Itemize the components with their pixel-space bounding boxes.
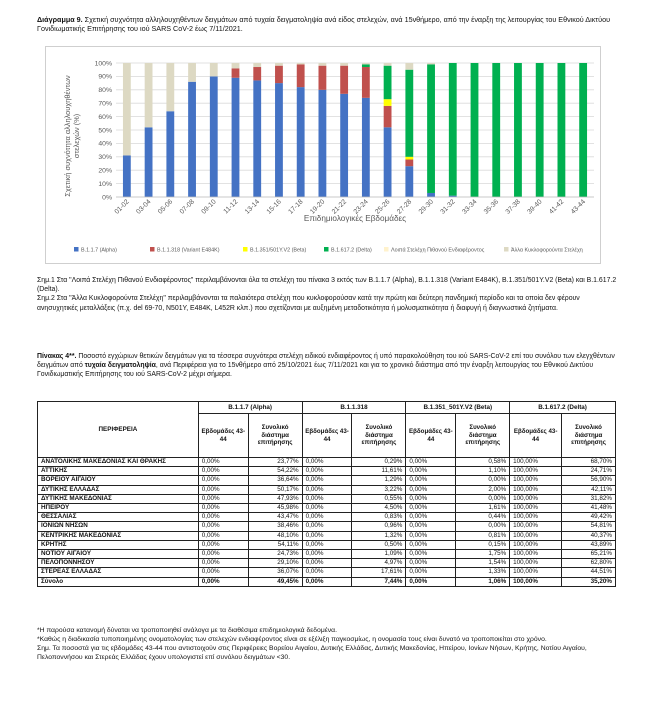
bar-segment <box>492 63 500 197</box>
value-cell: 65,21% <box>562 550 616 559</box>
bar-segment <box>427 63 435 64</box>
value-cell: 31,82% <box>562 494 616 503</box>
footnotes <box>37 626 617 662</box>
value-cell: 0,00% <box>198 476 248 485</box>
legend-label: B.1.1.318 (Variant E484K) <box>157 247 220 254</box>
value-cell: 0,00% <box>456 476 510 485</box>
bar-segment <box>232 68 240 77</box>
bar-segment <box>253 63 261 67</box>
table-caption-text-1: Ποσοστό εγχώριων θετικών δειγμάτων για τα τέσσερα συχνότερα στελέχη ειδικού ενδιαφέροντος ή υπό παρακολούθηση του ιού SARS-CoV-2 επί του συνόλου των ελεγχθέντων δειγμάτων από <box>37 353 615 370</box>
region-header: ΠΕΡΙΦΕΡΕΙΑ <box>38 402 199 458</box>
x-tick-label: 23-24 <box>352 198 370 216</box>
bar-segment <box>145 127 153 197</box>
value-cell: 0,00% <box>198 522 248 531</box>
value-cell: 0,00% <box>302 531 352 540</box>
value-cell: 54,11% <box>248 540 302 549</box>
x-tick-label: 31-32 <box>439 198 457 216</box>
value-cell: 0,00% <box>406 531 456 540</box>
value-cell: 100,00% <box>510 458 562 467</box>
x-tick-label: 11-12 <box>222 198 240 216</box>
legend-swatch <box>504 247 509 252</box>
value-cell: 0,00% <box>302 540 352 549</box>
region-cell: ΝΟΤΙΟΥ ΑΙΓΑΙΟΥ <box>38 550 199 559</box>
value-cell: 0,15% <box>456 540 510 549</box>
value-cell: 0,29% <box>352 458 406 467</box>
region-cell: ΠΕΛΟΠΟΝΝΗΣΟΥ <box>38 559 199 568</box>
x-tick-label: 07-08 <box>178 198 196 216</box>
bar-segment <box>166 111 174 197</box>
bar-segment <box>405 63 413 70</box>
bar-segment <box>427 64 435 193</box>
value-cell: 2,00% <box>456 485 510 494</box>
bar-segment <box>362 67 370 98</box>
value-cell: 1,32% <box>352 531 406 540</box>
table-row <box>38 458 616 467</box>
value-cell: 45,98% <box>248 504 302 513</box>
x-tick-label: 35-36 <box>482 198 501 216</box>
stacked-bar-chart <box>45 46 601 264</box>
value-cell: 0,96% <box>352 522 406 531</box>
value-cell: 36,64% <box>248 476 302 485</box>
x-tick-label: 29-30 <box>417 198 435 216</box>
bar-segment <box>362 63 370 64</box>
value-cell: 24,73% <box>248 550 302 559</box>
value-cell: 1,09% <box>352 550 406 559</box>
x-tick-label: 09-10 <box>200 198 218 216</box>
sub-header-weeks: Εβδομάδες 43-44 <box>510 414 562 458</box>
group-header-alpha: B.1.1.7 (Alpha) <box>198 402 302 414</box>
footnote: *Η παρούσα κατανομή δύναται να τροποποιηθεί ανάλογα με τα διαθέσιμα επιδημιολογικά δεδομένα. <box>37 627 338 634</box>
value-cell: 0,00% <box>406 522 456 531</box>
value-cell: 0,00% <box>198 559 248 568</box>
sub-header-total: Συνολικό διάστημα επιτήρησης <box>562 414 616 458</box>
y-tick-label: 80% <box>98 87 112 95</box>
value-cell: 0,00% <box>302 522 352 531</box>
y-tick-label: 30% <box>98 154 112 162</box>
bar-segment <box>275 66 283 83</box>
bar-segment <box>145 63 153 127</box>
bar-segment <box>384 106 392 127</box>
value-cell: 0,00% <box>302 559 352 568</box>
footnote: *Καθώς η διαδικασία τυποποιημένης ονοματολογίας των στελεχών ενδιαφέροντος είναι σε εξέλιξη παγκοσμίως, η ονομασία τους είναι δυνατό να τροποποιείται στο χρόνο. <box>37 636 547 643</box>
bar-segment <box>188 82 196 197</box>
table-row <box>38 467 616 476</box>
value-cell: 0,00% <box>406 577 456 586</box>
value-cell: 0,00% <box>302 568 352 577</box>
group-header-delta: B.1.617.2 (Delta) <box>510 402 616 414</box>
bar-segment <box>579 63 587 197</box>
legend-swatch <box>150 247 155 252</box>
region-cell: ΑΝΑΤΟΛΙΚΗΣ ΜΑΚΕΔΟΝΙΑΣ ΚΑΙ ΘΡΑΚΗΣ <box>38 458 199 467</box>
footnote: Σημ. Τα ποσοστά για τις εβδομάδες 43-44 που αντιστοιχούν στις Περιφέρειες Βορείου Αιγαίου, Δυτικής Ελλάδας, Δυτικής Μακεδονίας, Ηπείρου, Ιονίων Νήσων, Κρήτης, Νοτίου Αιγαίου, Πελοποννήσου και Στερεάς Ελλάδας έχουν υπολογιστεί επί συνόλου δειγμάτων <30. <box>37 645 587 661</box>
value-cell: 100,00% <box>510 540 562 549</box>
table-body <box>38 458 616 587</box>
sub-header-weeks: Εβδομάδες 43-44 <box>198 414 248 458</box>
region-cell: ΔΥΤΙΚΗΣ ΕΛΛΑΔΑΣ <box>38 485 199 494</box>
value-cell: 0,00% <box>302 504 352 513</box>
bar-segment <box>362 98 370 197</box>
legend-swatch <box>74 247 79 252</box>
sub-header-weeks: Εβδομάδες 43-44 <box>302 414 352 458</box>
value-cell: 0,00% <box>406 485 456 494</box>
y-tick-label: 10% <box>98 180 112 188</box>
value-cell: 40,37% <box>562 531 616 540</box>
value-cell: 100,00% <box>510 513 562 522</box>
bar-segment <box>275 63 283 66</box>
value-cell: 4,50% <box>352 504 406 513</box>
value-cell: 0,00% <box>198 577 248 586</box>
group-header-beta: B.1.351_501Y.V2 (Beta) <box>406 402 510 414</box>
x-tick-label: 39-40 <box>526 198 544 216</box>
value-cell: 7,44% <box>352 577 406 586</box>
value-cell: 23,77% <box>248 458 302 467</box>
value-cell: 100,00% <box>510 494 562 503</box>
x-tick-label: 19-20 <box>309 198 327 216</box>
value-cell: 17,61% <box>352 568 406 577</box>
value-cell: 42,11% <box>562 485 616 494</box>
value-cell: 11,61% <box>352 467 406 476</box>
table-row <box>38 531 616 540</box>
y-tick-label: 70% <box>98 100 112 108</box>
value-cell: 0,00% <box>198 540 248 549</box>
bar-segment <box>427 193 435 197</box>
bar-segment <box>384 99 392 106</box>
value-cell: 68,70% <box>562 458 616 467</box>
region-cell: ΘΕΣΣΑΛΙΑΣ <box>38 513 199 522</box>
value-cell: 44,51% <box>562 568 616 577</box>
value-cell: 0,00% <box>456 494 510 503</box>
x-tick-label: 17-18 <box>287 198 305 216</box>
value-cell: 0,00% <box>198 485 248 494</box>
value-cell: 0,00% <box>198 504 248 513</box>
table-caption-bold: τυχαία δειγματοληψία <box>84 362 156 370</box>
x-tick-label: 41-42 <box>548 198 566 216</box>
legend-label: B.1.617.2 (Delta) <box>331 247 372 254</box>
bar-segment <box>253 80 261 197</box>
value-cell: 38,46% <box>248 522 302 531</box>
value-cell: 0,00% <box>198 568 248 577</box>
bar-segment <box>340 63 348 66</box>
x-tick-label: 03-04 <box>135 198 153 216</box>
x-tick-label: 27-28 <box>395 198 414 216</box>
region-cell: ΚΡΗΤΗΣ <box>38 540 199 549</box>
value-cell: 4,97% <box>352 559 406 568</box>
bar-segment <box>405 157 413 160</box>
value-cell: 0,00% <box>456 522 510 531</box>
x-tick-label: 05-06 <box>156 198 175 216</box>
value-cell: 35,20% <box>562 577 616 586</box>
legend-label: Λοιπά Στελέχη Πιθανού Ενδιαφέροντος <box>391 247 485 254</box>
bar-segment <box>405 166 413 197</box>
y-axis-title <box>63 75 81 197</box>
x-tick-label: 21-22 <box>330 198 349 216</box>
bar-segment <box>557 63 565 197</box>
bar-segment <box>340 66 348 94</box>
bar-segment <box>384 63 392 66</box>
value-cell: 43,47% <box>248 513 302 522</box>
value-cell: 0,00% <box>406 476 456 485</box>
value-cell: 0,00% <box>406 467 456 476</box>
value-cell: 0,00% <box>406 540 456 549</box>
sub-header-total: Συνολικό διάστημα επιτήρησης <box>456 414 510 458</box>
value-cell: 0,50% <box>352 540 406 549</box>
region-cell: ΚΕΝΤΡΙΚΗΣ ΜΑΚΕΔΟΝΙΑΣ <box>38 531 199 540</box>
chart-svg <box>46 47 602 265</box>
regions-table <box>37 401 616 587</box>
table-row <box>38 494 616 503</box>
value-cell: 50,17% <box>248 485 302 494</box>
value-cell: 0,58% <box>456 458 510 467</box>
table-row <box>38 540 616 549</box>
bar-segment <box>471 63 479 197</box>
region-cell: ΔΥΤΙΚΗΣ ΜΑΚΕΔΟΝΙΑΣ <box>38 494 199 503</box>
bar-segment <box>253 67 261 80</box>
value-cell: 100,00% <box>510 476 562 485</box>
value-cell: 0,81% <box>456 531 510 540</box>
y-tick-label: 40% <box>98 140 112 148</box>
value-cell: 0,00% <box>198 531 248 540</box>
value-cell: 100,00% <box>510 504 562 513</box>
value-cell: 43,89% <box>562 540 616 549</box>
value-cell: 100,00% <box>510 577 562 586</box>
value-cell: 1,33% <box>456 568 510 577</box>
bar-segment <box>210 76 218 197</box>
bar-segment <box>275 83 283 197</box>
value-cell: 49,45% <box>248 577 302 586</box>
bar-segment <box>362 64 370 67</box>
value-cell: 0,44% <box>456 513 510 522</box>
value-cell: 24,71% <box>562 467 616 476</box>
value-cell: 100,00% <box>510 559 562 568</box>
table-row <box>38 485 616 494</box>
bar-segment <box>405 159 413 166</box>
legend-label: Άλλα Κυκλοφορούντα Στελέχη <box>511 247 583 254</box>
x-tick-label: 43-44 <box>569 198 588 216</box>
value-cell: 0,00% <box>406 494 456 503</box>
value-cell: 1,06% <box>456 577 510 586</box>
x-tick-label: 37-38 <box>504 198 522 216</box>
value-cell: 0,00% <box>406 513 456 522</box>
value-cell: 0,00% <box>198 467 248 476</box>
value-cell: 0,00% <box>302 494 352 503</box>
value-cell: 0,00% <box>406 559 456 568</box>
x-tick-label: 01-02 <box>113 198 131 216</box>
value-cell: 56,90% <box>562 476 616 485</box>
y-tick-label: 20% <box>98 167 112 175</box>
value-cell: 0,00% <box>198 458 248 467</box>
table-row <box>38 550 616 559</box>
value-cell: 54,22% <box>248 467 302 476</box>
table-row <box>38 476 616 485</box>
value-cell: 1,10% <box>456 467 510 476</box>
legend-label: B.1.351/501Y.V2 (Beta) <box>250 247 307 254</box>
bar-segment <box>210 63 218 76</box>
value-cell: 0,00% <box>302 513 352 522</box>
value-cell: 0,00% <box>198 494 248 503</box>
bar-segment <box>232 78 240 197</box>
value-cell: 0,00% <box>406 550 456 559</box>
value-cell: 47,93% <box>248 494 302 503</box>
table-row <box>38 513 616 522</box>
value-cell: 1,29% <box>352 476 406 485</box>
group-header-b11318: B.1.1.318 <box>302 402 406 414</box>
value-cell: 0,83% <box>352 513 406 522</box>
region-cell: ΑΤΤΙΚΗΣ <box>38 467 199 476</box>
region-cell: ΒΟΡΕΙΟΥ ΑΙΓΑΙΟΥ <box>38 476 199 485</box>
y-axis-title-line: Σχετική συχνότητα αλληλουχηθέντων <box>63 75 72 197</box>
figure-caption-text: Σχετική συχνότητα αλληλουχηθέντων δειγμάτων από τυχαία δειγματοληψία ανά είδος στελεχών, ανά 15νθήμερο, από την έναρξη της λειτουργίας του Εθνικού Δικτύου Γονιδιωματικής Επιτήρησης του ιού SARS CoV-2 έως 7/11/2021. <box>37 15 610 34</box>
figure-caption-label: Διάγραμμα 9. <box>37 15 83 24</box>
value-cell: 0,00% <box>302 476 352 485</box>
region-cell: ΙΟΝΙΩΝ ΝΗΣΩΝ <box>38 522 199 531</box>
table-row <box>38 522 616 531</box>
y-tick-label: 0% <box>102 194 112 202</box>
value-cell: 100,00% <box>510 568 562 577</box>
table-row <box>38 559 616 568</box>
value-cell: 29,10% <box>248 559 302 568</box>
value-cell: 48,10% <box>248 531 302 540</box>
legend-label: B.1.1.7 (Alpha) <box>81 247 117 254</box>
figure-caption <box>37 15 612 33</box>
value-cell: 49,42% <box>562 513 616 522</box>
value-cell: 1,75% <box>456 550 510 559</box>
bar-segment <box>318 90 326 197</box>
table-caption-text-2: , ανά Περιφέρεια για το 15νθήμερο από 25/10/2021 έως 7/11/2021 και για το χρονικό διάστημα από την έναρξη λειτουργίας του Εθνικού Δικτύου Γονιδιωματικής Επιτήρησης του ιού SARS-CoV-2 μέχρι σήμερα. <box>37 362 594 379</box>
value-cell: 100,00% <box>510 531 562 540</box>
x-tick-label: 25-26 <box>374 198 392 216</box>
x-tick-label: 33-34 <box>461 198 479 216</box>
value-cell: 0,00% <box>302 577 352 586</box>
value-cell: 0,00% <box>302 550 352 559</box>
value-cell: 100,00% <box>510 485 562 494</box>
y-tick-label: 90% <box>98 73 112 81</box>
table-row <box>38 504 616 513</box>
chart-notes <box>37 276 617 313</box>
value-cell: 0,00% <box>406 504 456 513</box>
bar-segment <box>166 63 174 111</box>
bar-segment <box>318 66 326 90</box>
note-1: Σημ.1 Στα "Λοιπά Στελέχη Πιθανού Ενδιαφέροντος" περιλαμβάνονται όλα τα στελέχη του πίνακα 3 εκτός των B.1.1.7 (Alpha), B.1.1.318 (Variant E484K), B.1.351/501Y.V2 (Beta) και B.1.617.2 (Delta). <box>37 277 617 294</box>
bar-segment <box>297 87 305 197</box>
table-row <box>38 568 616 577</box>
value-cell: 0,00% <box>406 568 456 577</box>
value-cell: 36,07% <box>248 568 302 577</box>
bar-segment <box>123 155 131 197</box>
bar-segment <box>536 63 544 197</box>
value-cell: 0,00% <box>302 458 352 467</box>
legend-swatch <box>243 247 248 252</box>
y-tick-label: 50% <box>98 127 112 135</box>
bar-segment <box>405 70 413 157</box>
value-cell: 0,00% <box>302 467 352 476</box>
sub-header-weeks: Εβδομάδες 43-44 <box>406 414 456 458</box>
bar-segment <box>514 63 522 197</box>
value-cell: 62,80% <box>562 559 616 568</box>
bar-segment <box>449 63 457 196</box>
bar-segment <box>340 94 348 197</box>
table-caption <box>37 352 617 380</box>
y-tick-label: 60% <box>98 113 112 121</box>
value-cell: 54,81% <box>562 522 616 531</box>
bar-segment <box>318 63 326 66</box>
note-2: Σημ.2 Στα "Άλλα Κυκλοφορούντα Στελέχη" περιλαμβάνονται τα παλαιότερα στελέχη που κυκλοφορούσαν κατά την πρώτη και δεύτερη πανδημική περίοδο και τα οποία δεν φέρουν ανησυχητικές μεταλλάξεις (π.χ. del 69-70, N501Y, E484K, L452R κλπ.) που σχετίζονται με αυξημένη μεταδοτικότητα ή μολυσματικότητα ή διαφυγή ή διαγνωστικά ζητήματα. <box>37 295 580 312</box>
value-cell: 3,22% <box>352 485 406 494</box>
sub-header-total: Συνολικό διάστημα επιτήρησης <box>352 414 406 458</box>
x-tick-label: 15-16 <box>265 198 283 216</box>
x-tick-label: 13-14 <box>243 198 262 216</box>
bar-segment <box>232 63 240 68</box>
bar-segment <box>297 63 305 64</box>
bar-segment <box>188 63 196 82</box>
value-cell: 41,48% <box>562 504 616 513</box>
y-tick-label: 100% <box>94 60 112 68</box>
value-cell: 100,00% <box>510 550 562 559</box>
value-cell: 0,00% <box>302 485 352 494</box>
region-cell: Σύνολο <box>38 577 199 586</box>
y-axis-title-line: στελεχών (%) <box>72 113 81 159</box>
value-cell: 100,00% <box>510 467 562 476</box>
value-cell: 1,54% <box>456 559 510 568</box>
value-cell: 0,00% <box>198 513 248 522</box>
value-cell: 1,61% <box>456 504 510 513</box>
value-cell: 100,00% <box>510 522 562 531</box>
region-cell: ΣΤΕΡΕΑΣ ΕΛΛΑΔΑΣ <box>38 568 199 577</box>
value-cell: 0,55% <box>352 494 406 503</box>
x-axis-title: Επιδημιολογικές Εβδομάδες <box>303 214 407 223</box>
value-cell: 0,00% <box>406 458 456 467</box>
legend-swatch <box>324 247 329 252</box>
table-caption-label: Πίνακας 4**. <box>37 353 77 360</box>
sub-header-total: Συνολικό διάστημα επιτήρησης <box>248 414 302 458</box>
legend-swatch <box>384 247 389 252</box>
bar-segment <box>384 66 392 100</box>
region-cell: ΗΠΕΙΡΟΥ <box>38 504 199 513</box>
bar-segment <box>297 64 305 87</box>
bar-segment <box>384 127 392 197</box>
table-total-row <box>38 577 616 586</box>
value-cell: 0,00% <box>198 550 248 559</box>
bar-segment <box>123 63 131 155</box>
